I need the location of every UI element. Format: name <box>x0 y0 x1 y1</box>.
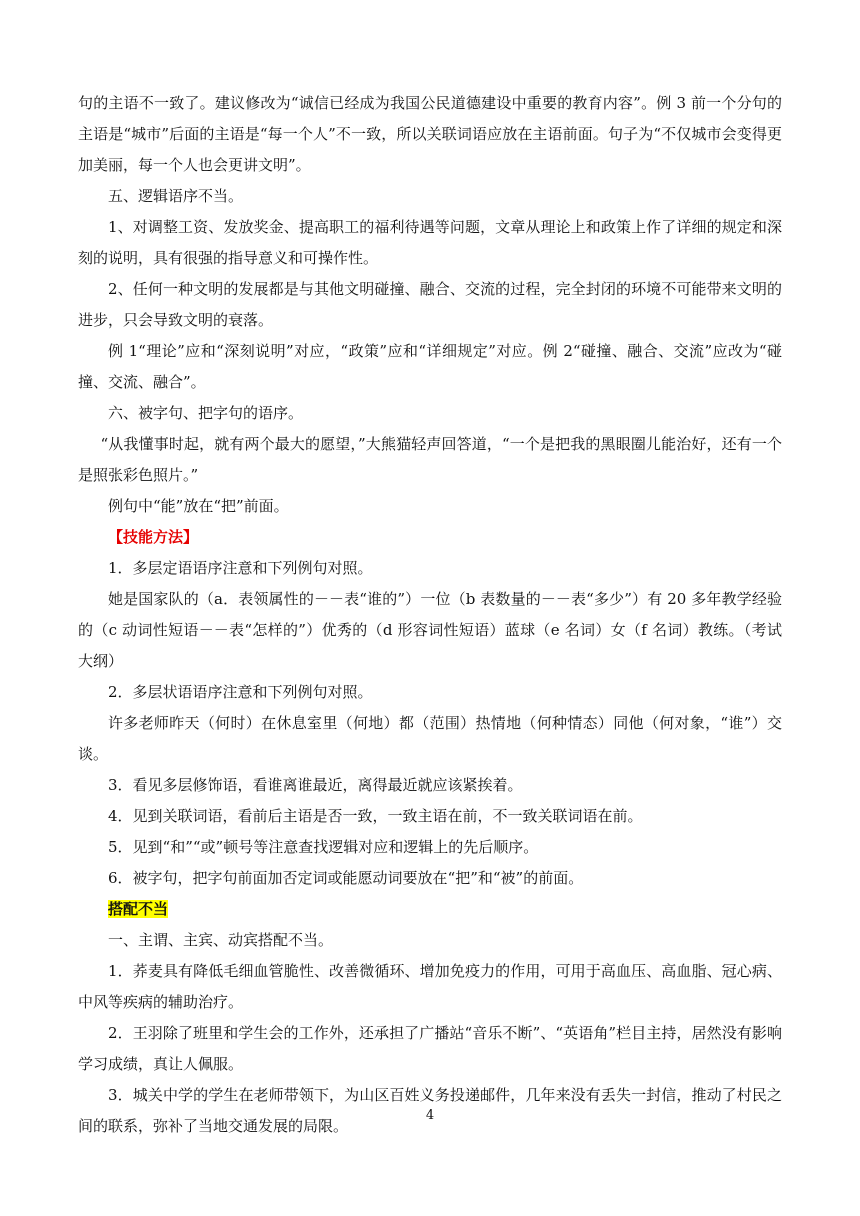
section-heading-logic-order: 五、逻辑语序不当。 <box>108 187 244 205</box>
explanation-paragraph: 例 1“理论”应和“深刻说明”对应，“政策”应和“详细规定”对应。例 2“碰撞、融合、交流”应改为“碰撞、交流、融合”。 <box>78 342 782 391</box>
example-paragraph: 1．荞麦具有降低毛细血管脆性、改善微循环、增加免疫力的作用，可用于高血压、高血脂、冠心病、中风等疾病的辅助治疗。 <box>78 962 782 1011</box>
page-number: 4 <box>425 1108 435 1123</box>
method-item: 3．看见多层修饰语，看谁离谁最近，离得最近就应该紧挨着。 <box>108 776 523 794</box>
method-item: 5．见到“和”“或”顿号等注意查找逻辑对应和逻辑上的先后顺序。 <box>108 838 539 856</box>
mismatch-heading <box>78 894 782 925</box>
example-paragraph: 2、任何一种文明的发展都是与其他文明碰撞、融合、交流的过程，完全封闭的环境不可能带来文明的进步，只会导致文明的衰落。 <box>78 280 782 329</box>
method-item: 6．被字句，把字句前面加否定词或能愿动词要放在“把”和“被”的前面。 <box>108 869 584 887</box>
example-paragraph: 3．城关中学的学生在老师带领下，为山区百姓义务投递邮件，几年来没有丢失一封信，推动了村民之间的联系，弥补了当地交通发展的局限。 <box>78 1086 782 1135</box>
skill-method-heading: 【技能方法】 <box>108 528 199 546</box>
example-paragraph: 1、对调整工资、发放奖金、提高职工的福利待遇等问题，文章从理论上和政策上作了详细的规定和深刻的说明，具有很强的指导意义和可操作性。 <box>78 218 782 267</box>
method-item: 4．见到关联词语，看前后主语是否一致，一致主语在前，不一致关联词语在前。 <box>108 807 643 825</box>
explanation-paragraph: 例句中“能”放在“把”前面。 <box>108 497 289 515</box>
section-heading-collocation: 一、主谓、主宾、动宾搭配不当。 <box>108 931 334 949</box>
method-item: 2．多层状语语序注意和下列例句对照。 <box>108 683 373 701</box>
example-paragraph: 2．王羽除了班里和学生会的工作外，还承担了广播站“音乐不断”、“英语角”栏目主持，居然没有影响学习成绩，真让人佩服。 <box>78 1024 782 1073</box>
mismatch-heading-text: 搭配不当 <box>108 900 169 918</box>
method-example: 许多老师昨天（何时）在休息室里（何地）都（范围）热情地（何种情态）同他（何对象，“谁”）交谈。 <box>78 714 782 763</box>
section-heading-passive-ba: 六、被字句、把字句的语序。 <box>108 404 304 422</box>
paragraph-continuation: 句的主语不一致了。建议修改为“诚信已经成为我国公民道德建设中重要的教育内容”。例 3 前一个分句的主语是“城市”后面的主语是“每一个人”不一致，所以关联词语应放在主语前面。句子为“不仅城市会变得更加美丽，每一个人也会更讲文明”。 <box>78 94 782 174</box>
method-example: 她是国家队的（a．表领属性的－－表“谁的”）一位（b 表数量的－－表“多少”）有 20 多年教学经验的（c 动词性短语－－表“怎样的”）优秀的（d 形容词性短语）蓝球（e 名词）女（f 名词）教练。（考试大纲） <box>78 590 782 670</box>
example-paragraph: “从我懂事时起，就有两个最大的愿望，”大熊猫轻声回答道，“一个是把我的黑眼圈儿能治好，还有一个是照张彩色照片。” <box>78 435 782 484</box>
method-item: 1．多层定语语序注意和下列例句对照。 <box>108 559 373 577</box>
page-content <box>78 88 782 1142</box>
